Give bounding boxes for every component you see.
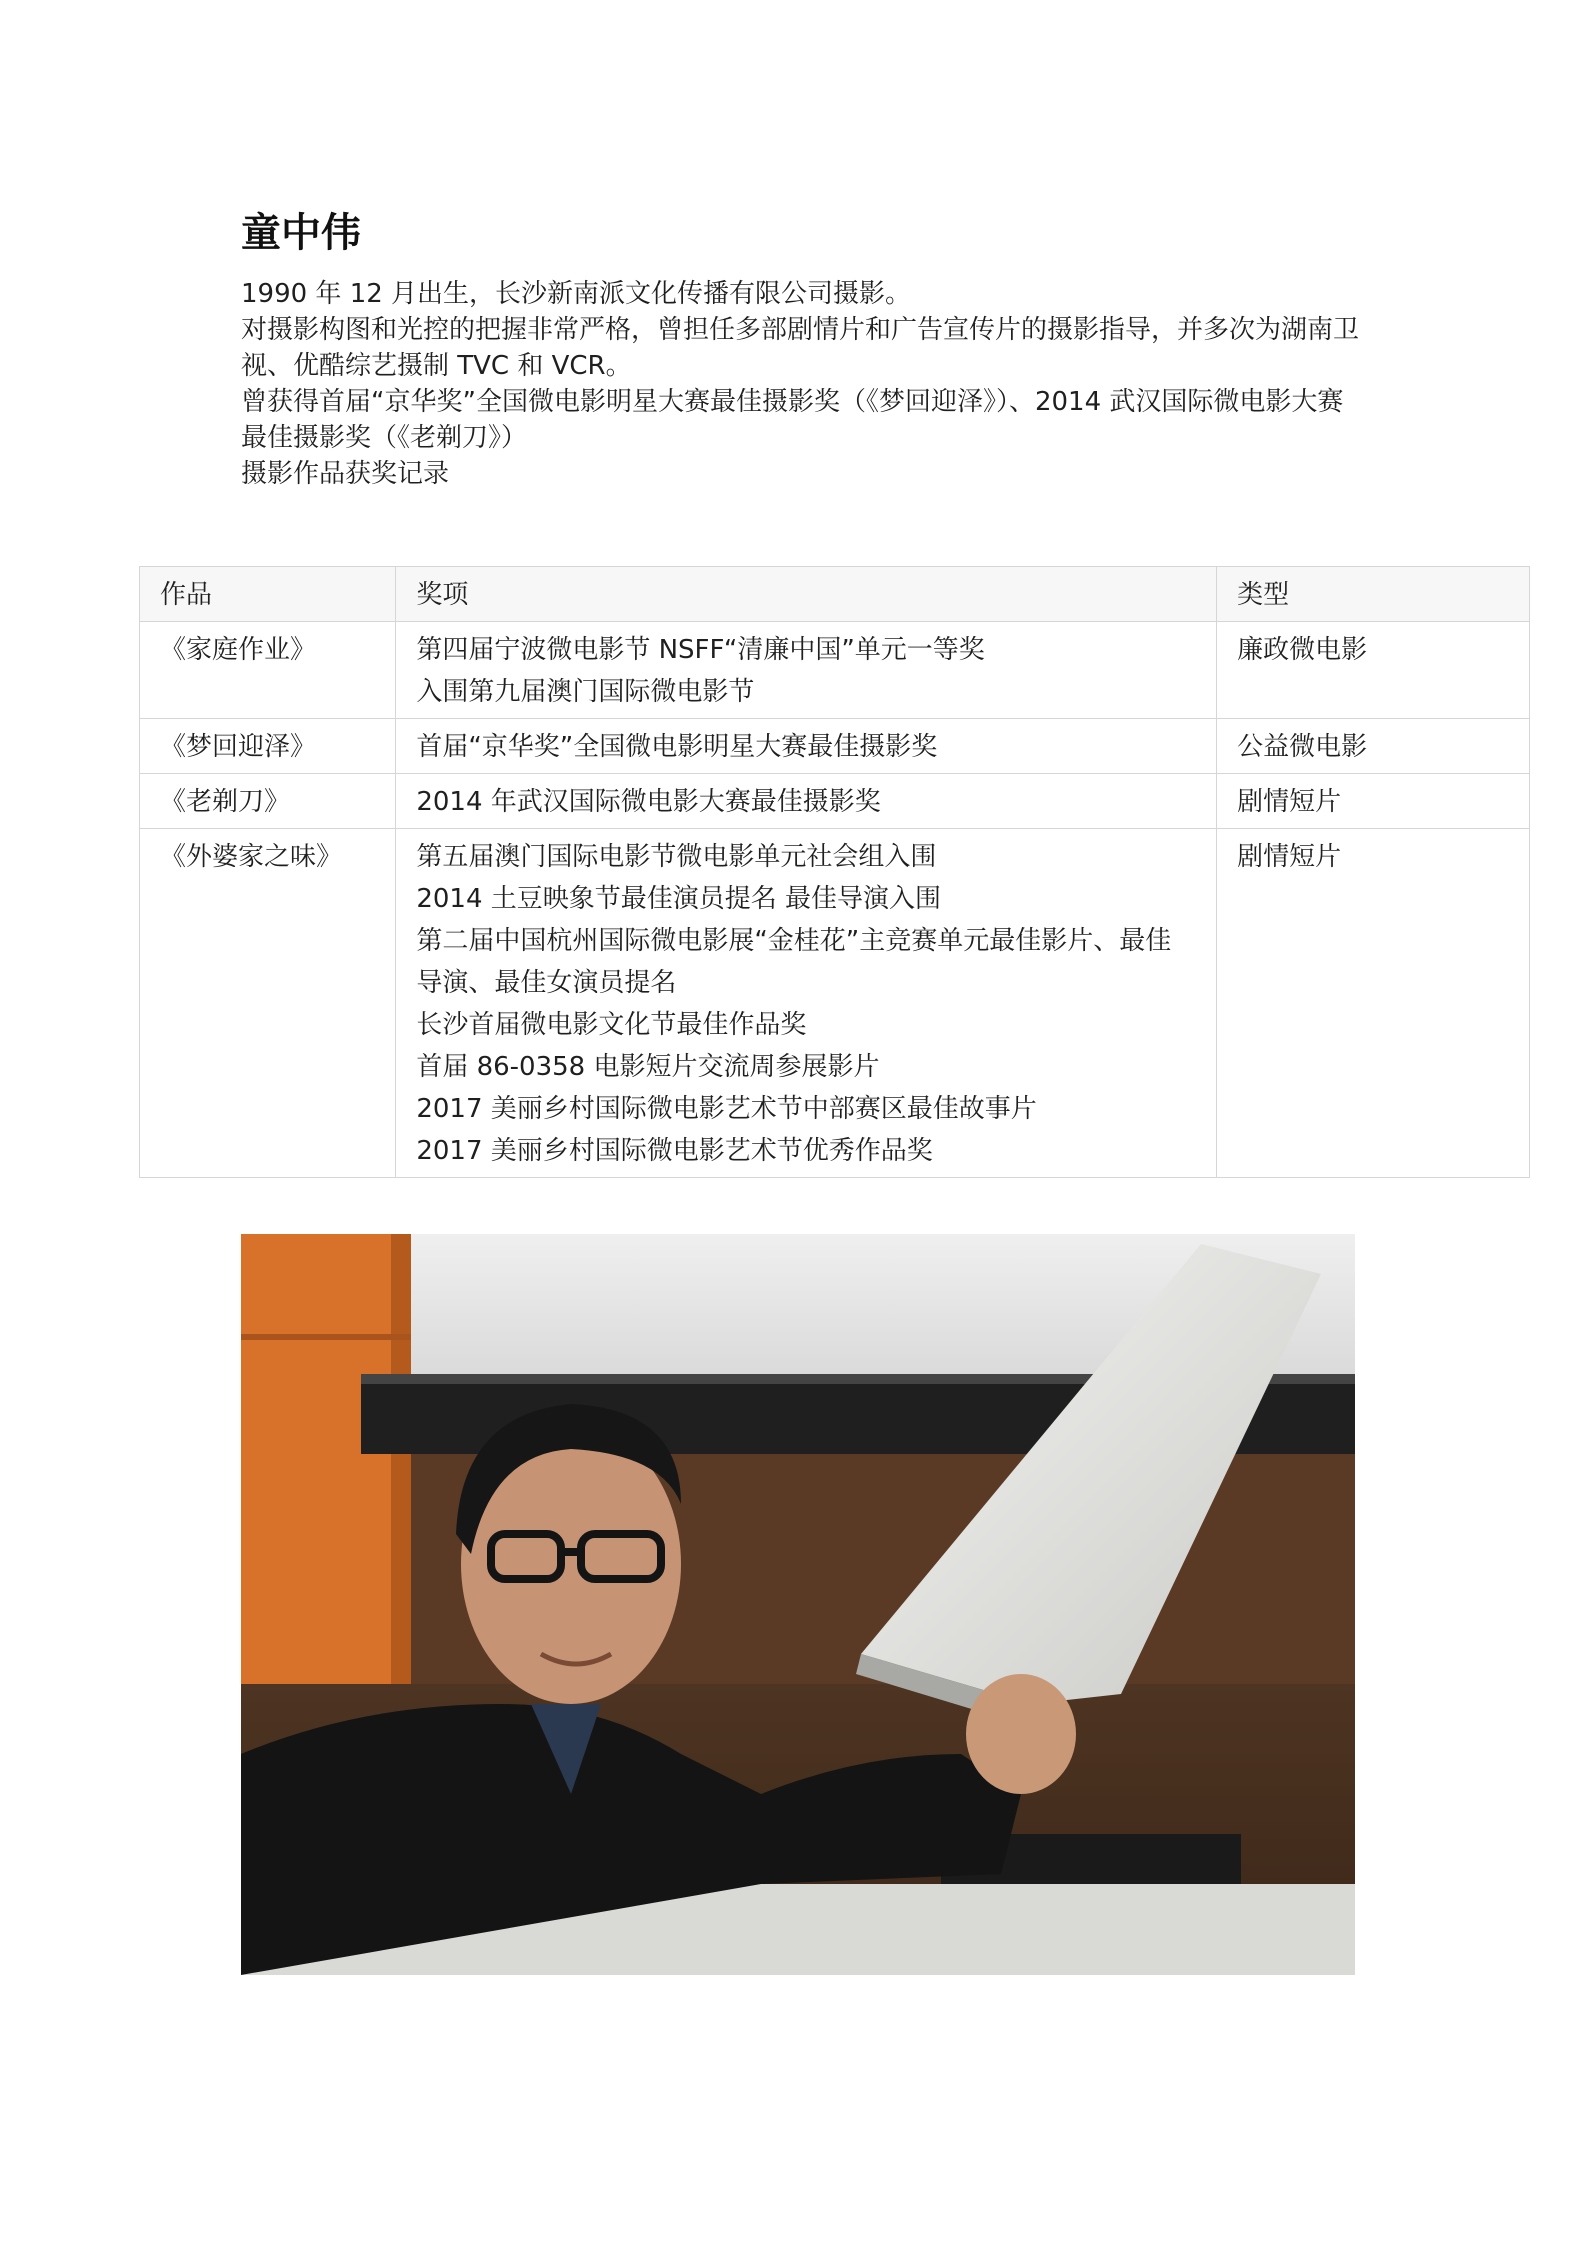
award-cell bbox=[396, 622, 1217, 719]
award-cell bbox=[396, 774, 1217, 829]
header-type: 类型 bbox=[1217, 567, 1530, 622]
award-cell bbox=[396, 719, 1217, 774]
award-line: 第二届中国杭州国际微电影展“金桂花”主竞赛单元最佳影片、最佳导演、最佳女演员提名 bbox=[416, 926, 1172, 998]
type-cell: 公益微电影 bbox=[1217, 719, 1530, 774]
table-row bbox=[140, 622, 1530, 719]
intro-section bbox=[241, 276, 1361, 492]
award-line: 第五届澳门国际电影节微电影单元社会组入围 bbox=[416, 842, 937, 872]
work-cell: 《老剃刀》 bbox=[140, 774, 396, 829]
award-line: 首届“京华奖”全国微电影明星大赛最佳摄影奖 bbox=[416, 732, 938, 762]
type-cell: 剧情短片 bbox=[1217, 829, 1530, 1178]
header-work: 作品 bbox=[140, 567, 396, 622]
award-line: 2017 美丽乡村国际微电影艺术节优秀作品奖 bbox=[416, 1136, 933, 1166]
table-header-row bbox=[140, 567, 1530, 622]
portrait-photo bbox=[241, 1234, 1355, 1975]
award-line: 2014 土豆映象节最佳演员提名 最佳导演入围 bbox=[416, 884, 942, 914]
award-line: 入围第九届澳门国际微电影节 bbox=[416, 677, 755, 707]
table-row bbox=[140, 774, 1530, 829]
intro-skills-line: 对摄影构图和光控的把握非常严格，曾担任多部剧情片和广告宣传片的摄影指导，并多次为湖南卫视、优酷综艺摄制 TVC 和 VCR。 bbox=[241, 315, 1360, 381]
award-cell bbox=[396, 829, 1217, 1178]
table-row bbox=[140, 829, 1530, 1178]
intro-birth-line: 1990 年 12 月出生，长沙新南派文化传播有限公司摄影。 bbox=[241, 279, 912, 309]
awards-table bbox=[139, 566, 1530, 1178]
page-title: 童中伟 bbox=[241, 210, 361, 256]
award-line: 第四届宁波微电影节 NSFF“清廉中国”单元一等奖 bbox=[416, 635, 985, 665]
intro-awards-line: 曾获得首届“京华奖”全国微电影明星大赛最佳摄影奖（《梦回迎泽》）、2014 武汉国际微电影大赛最佳摄影奖（《老剃刀》） bbox=[241, 387, 1344, 453]
award-line: 首届 86-0358 电影短片交流周参展影片 bbox=[416, 1052, 880, 1082]
type-cell: 廉政微电影 bbox=[1217, 622, 1530, 719]
work-cell: 《外婆家之味》 bbox=[140, 829, 396, 1178]
award-line: 2017 美丽乡村国际微电影艺术节中部赛区最佳故事片 bbox=[416, 1094, 1037, 1124]
header-award: 奖项 bbox=[396, 567, 1217, 622]
work-cell: 《家庭作业》 bbox=[140, 622, 396, 719]
type-cell: 剧情短片 bbox=[1217, 774, 1530, 829]
table-row bbox=[140, 719, 1530, 774]
work-cell: 《梦回迎泽》 bbox=[140, 719, 396, 774]
photo-illustration bbox=[241, 1234, 1355, 1975]
intro-record-heading: 摄影作品获奖记录 bbox=[241, 459, 450, 489]
award-line: 2014 年武汉国际微电影大赛最佳摄影奖 bbox=[416, 787, 881, 817]
award-line: 长沙首届微电影文化节最佳作品奖 bbox=[416, 1010, 807, 1040]
